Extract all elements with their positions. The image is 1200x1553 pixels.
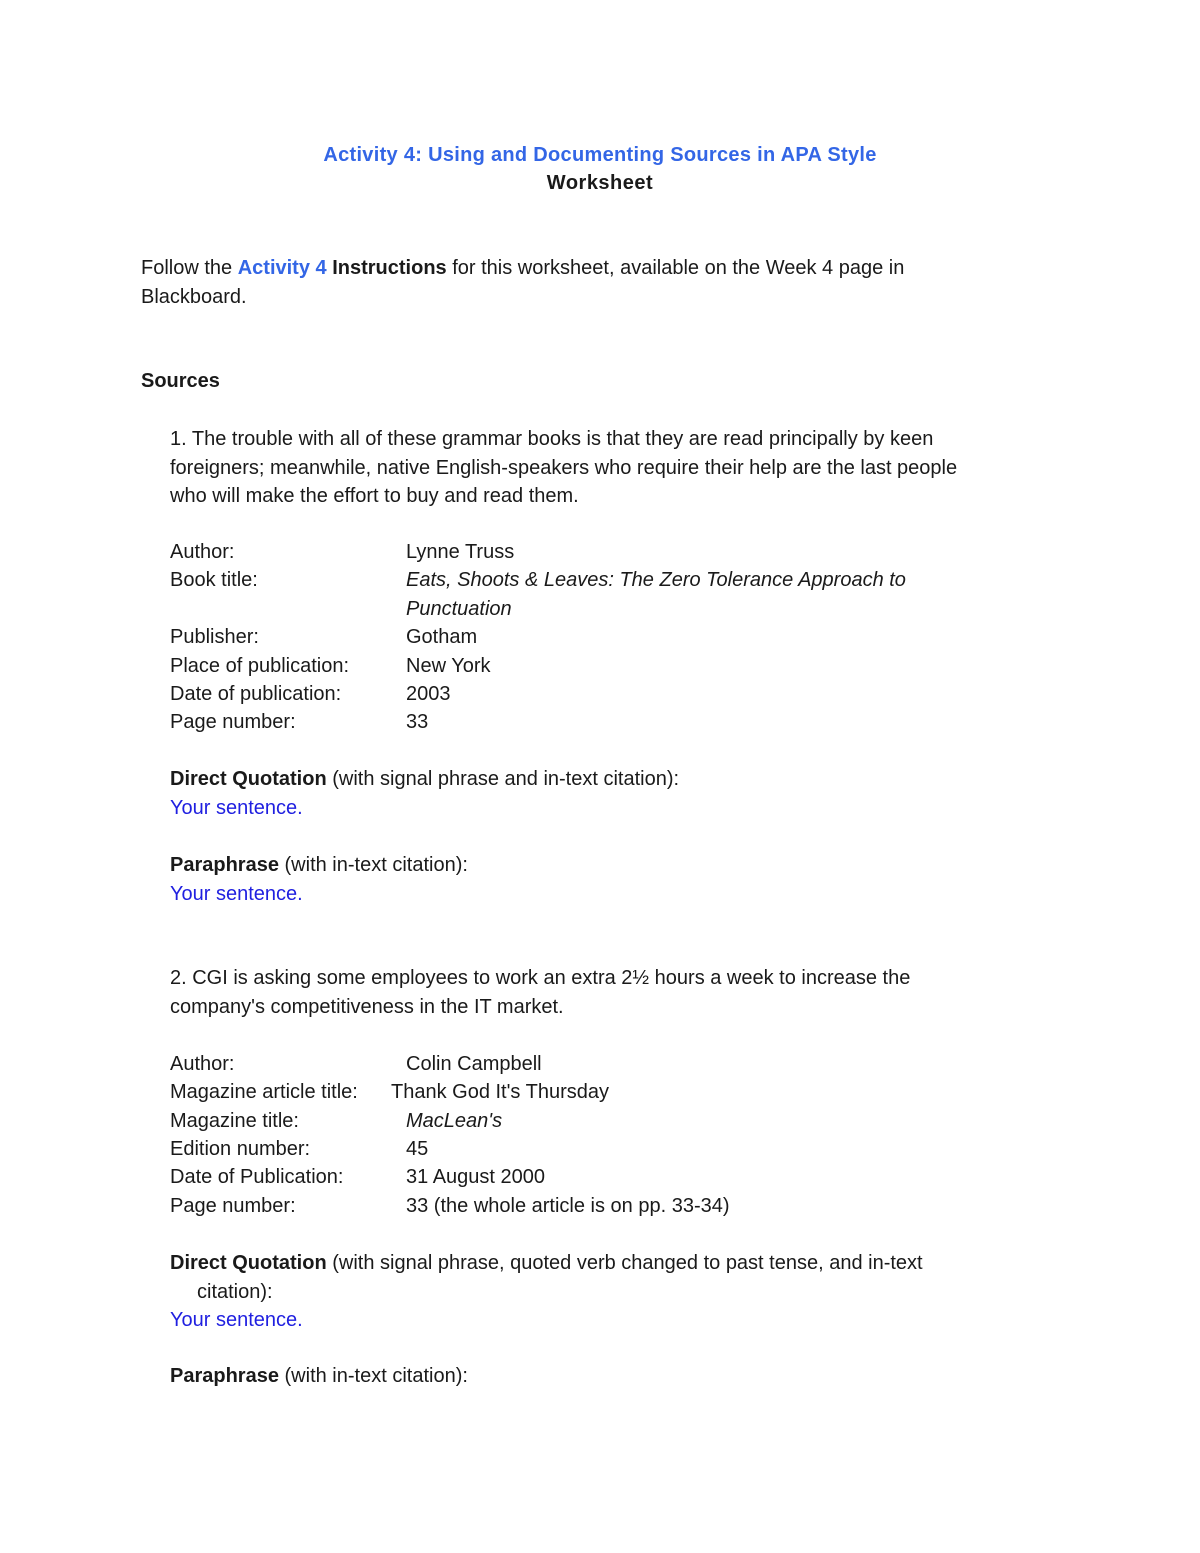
field-label: Date of publication:: [170, 683, 342, 705]
field-value: Lynne Truss: [406, 541, 515, 563]
source2-quote-line2: company's competitiveness in the IT market.: [170, 995, 564, 1018]
page-subtitle: Worksheet: [546, 172, 654, 194]
intro-line1-rest: for this worksheet, available on the Week 4 page in: [446, 257, 905, 279]
field-value: 45: [406, 1138, 429, 1160]
field-value: 2003: [406, 683, 451, 705]
page-title: Activity 4: Using and Documenting Sources in APA Style: [323, 144, 877, 166]
paraphrase-label: Paraphrase: [170, 854, 279, 876]
direct-quotation-instructions-cont: citation):: [197, 1280, 273, 1303]
intro-prefix: Follow the: [141, 257, 238, 279]
intro-paragraph: [141, 254, 1081, 311]
source1-quote-line1: 1. The trouble with all of these grammar books is that they are read principally by keen: [170, 428, 934, 450]
field-label: Book title:: [170, 569, 258, 591]
field-label: Author:: [170, 541, 235, 563]
instructions-word: Instructions: [332, 257, 447, 279]
field-value: Thank God It's Thursday: [391, 1081, 609, 1103]
field-value: 33 (the whole article is on pp. 33-34): [406, 1195, 730, 1217]
field-label: Magazine article title:: [170, 1081, 358, 1103]
source2-quote-line1: 2. CGI is asking some employees to work an extra 2½ hours a week to increase the: [170, 967, 911, 989]
field-label: Author:: [170, 1053, 235, 1075]
source1-dq-answer[interactable]: Your sentence.: [170, 796, 303, 819]
activity-4-link[interactable]: Activity 4: [237, 257, 327, 279]
source1-quote: [170, 425, 1070, 511]
source1-quote-line3: who will make the effort to buy and read them.: [170, 485, 579, 507]
direct-quotation-label: Direct Quotation: [170, 768, 327, 790]
intro-line2: Blackboard.: [141, 285, 247, 308]
field-value: Colin Campbell: [406, 1053, 542, 1075]
source2-direct-quotation: [170, 1249, 1070, 1335]
field-label: Place of publication:: [170, 655, 350, 677]
field-value: 33: [406, 711, 429, 733]
field-value: MacLean's: [406, 1110, 503, 1132]
paraphrase-instructions: (with in-text citation):: [278, 1365, 468, 1387]
source2-quote: [170, 964, 1070, 1021]
field-label: Page number:: [170, 711, 296, 733]
field-label: Publisher:: [170, 626, 259, 648]
field-value: 31 August 2000: [406, 1166, 546, 1188]
source2-paraphrase: [170, 1362, 1070, 1391]
field-label: Date of Publication:: [170, 1166, 344, 1188]
paraphrase-label: Paraphrase: [170, 1365, 279, 1387]
field-label: Page number:: [170, 1195, 296, 1217]
source2-dq-answer[interactable]: Your sentence.: [170, 1309, 303, 1331]
source1-pp-answer[interactable]: Your sentence.: [170, 882, 303, 905]
direct-quotation-instructions: (with signal phrase and in-text citation):: [326, 768, 680, 790]
field-label: Edition number:: [170, 1138, 311, 1160]
field-value: New York: [406, 655, 491, 677]
source1-direct-quotation: [170, 765, 1070, 822]
field-label: Magazine title:: [170, 1110, 299, 1132]
field-value: Gotham: [406, 626, 478, 648]
direct-quotation-instructions: (with signal phrase, quoted verb changed to past tense, and in-text: [326, 1252, 923, 1274]
direct-quotation-label: Direct Quotation: [170, 1252, 327, 1274]
field-value: Eats, Shoots & Leaves: The Zero Tolerance Approach to: [406, 569, 906, 591]
source1-paraphrase: [170, 851, 1070, 908]
source1-quote-line2: foreigners; meanwhile, native English-speakers who require their help are the last people: [170, 456, 958, 479]
field-value: Punctuation: [406, 598, 512, 620]
sources-heading: Sources: [141, 370, 220, 392]
paraphrase-instructions: (with in-text citation):: [278, 854, 468, 876]
